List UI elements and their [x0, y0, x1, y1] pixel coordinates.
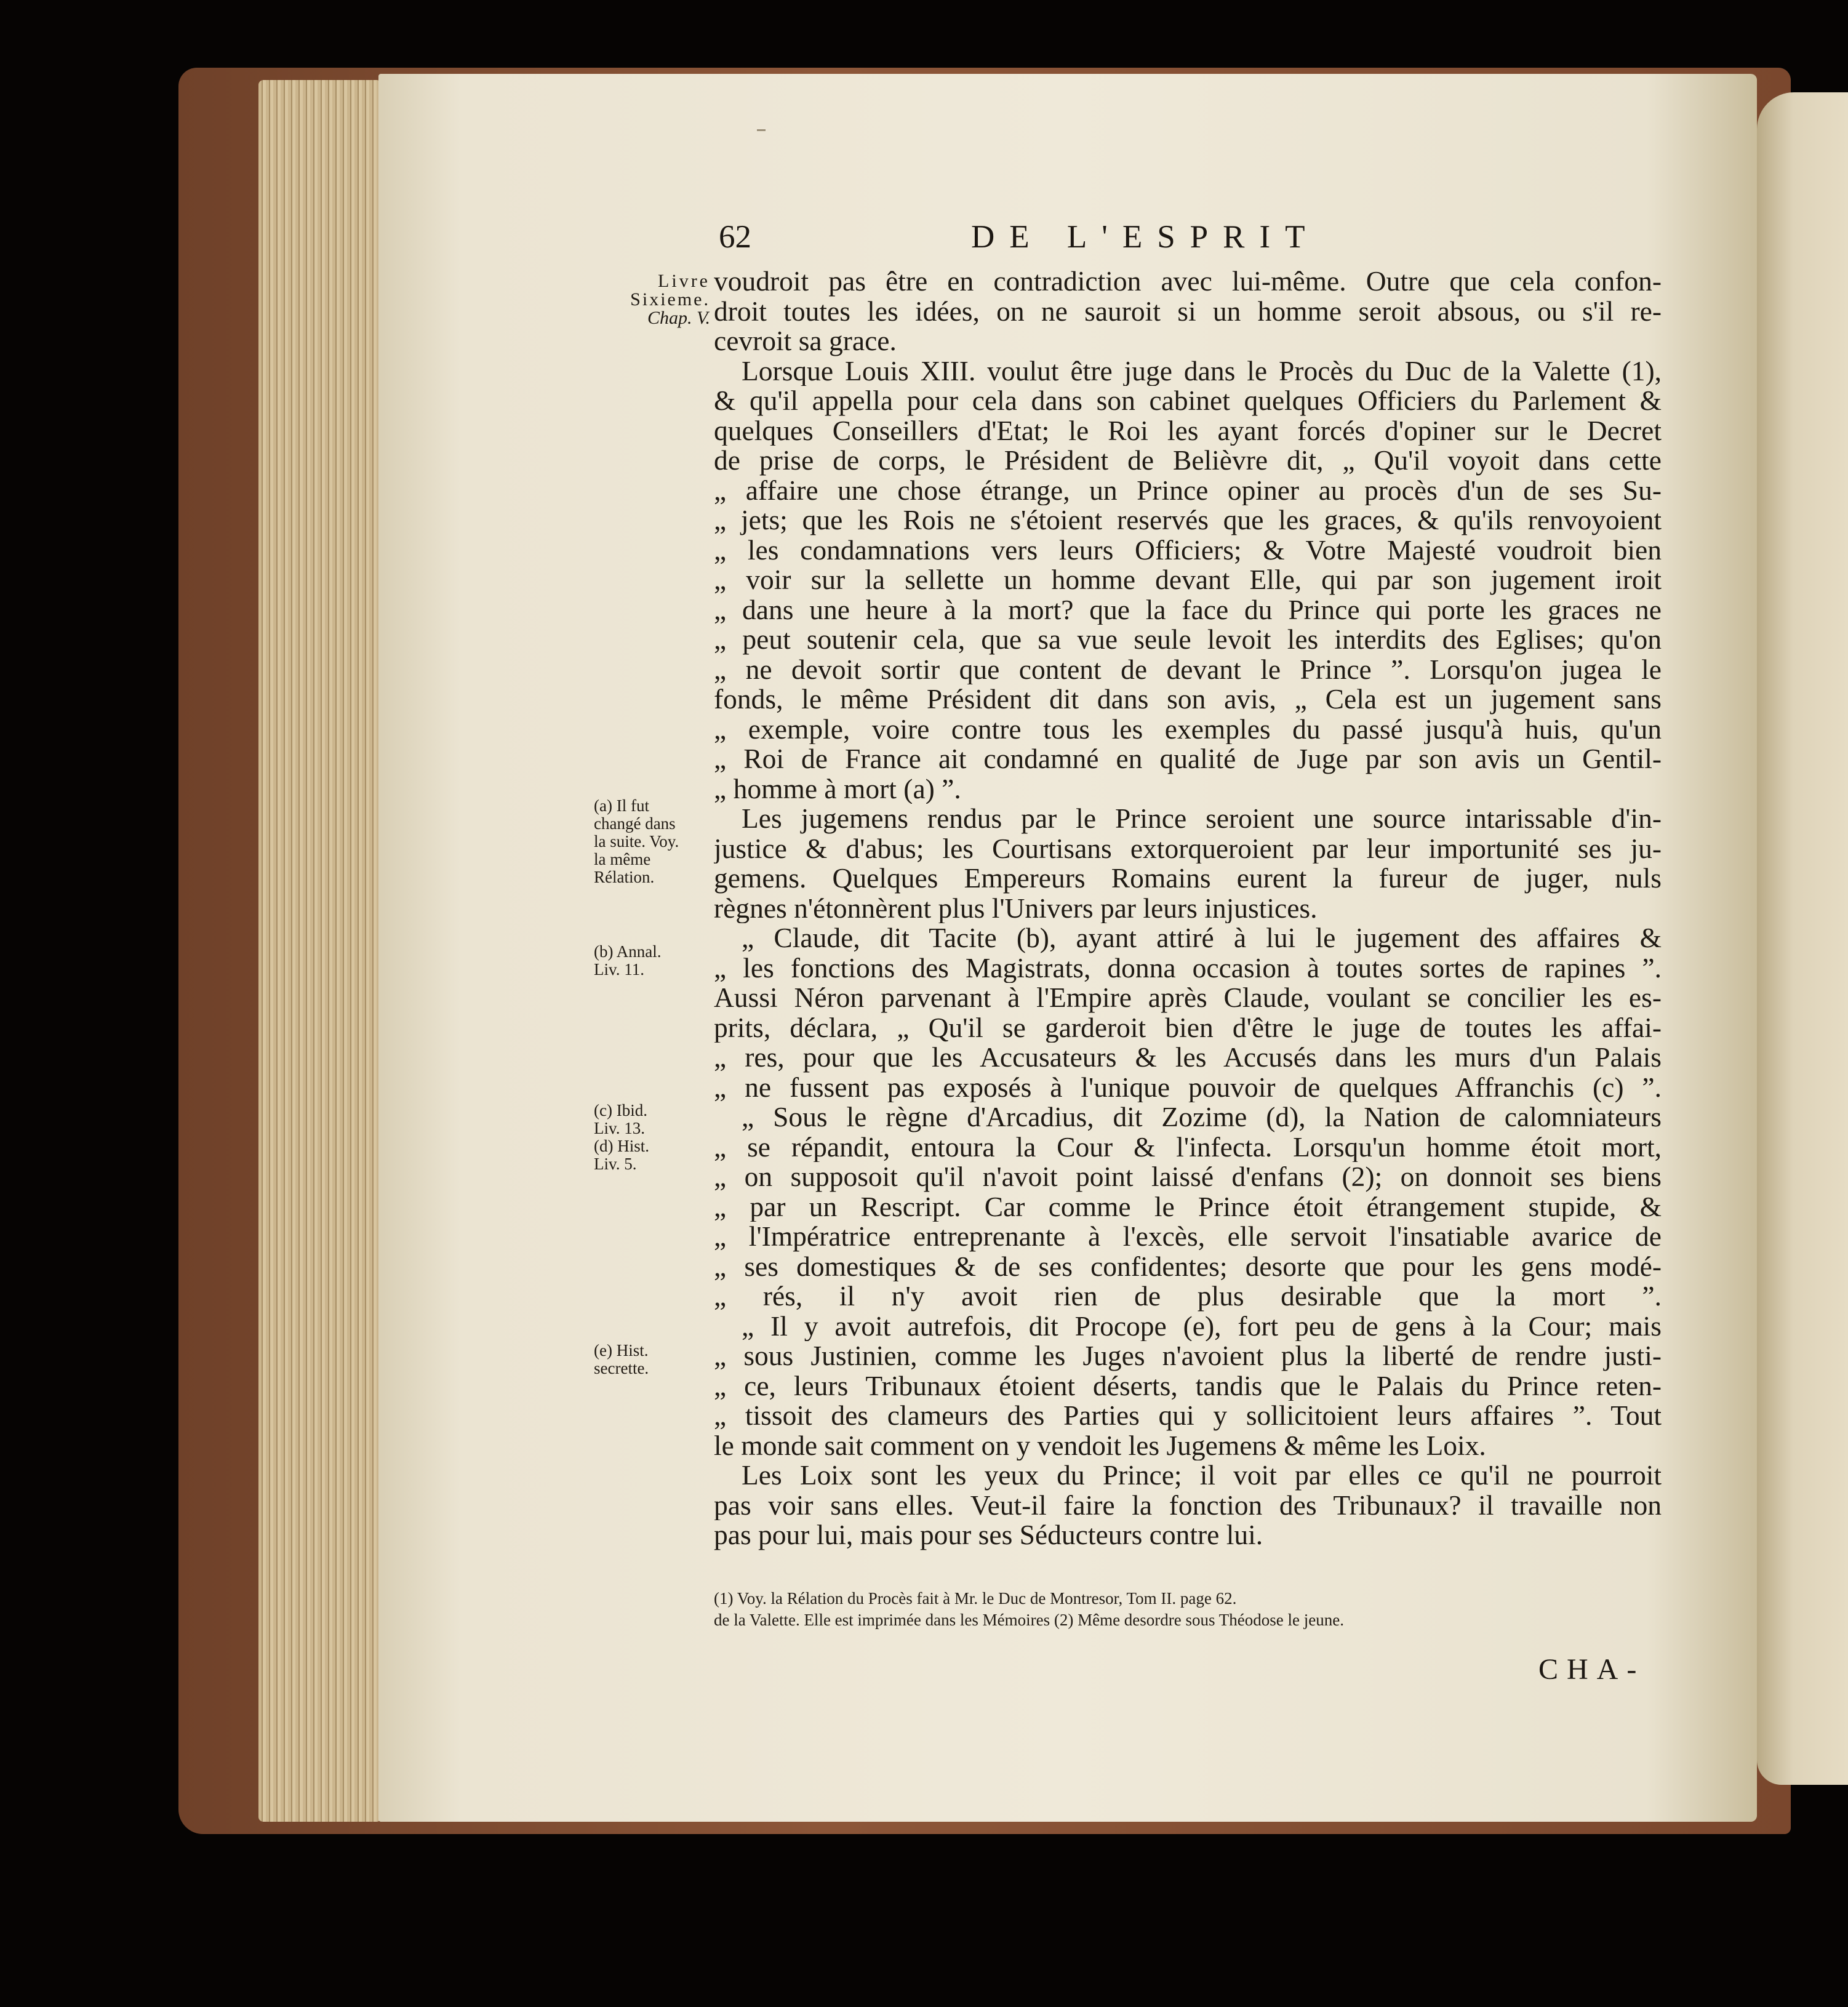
body-line: pas pour lui, mais pour ses Séducteurs contre lui.: [714, 1520, 1263, 1550]
margin-heading-number: Sixieme.: [630, 289, 710, 310]
body-line: „ homme à mort (a) ”.: [714, 774, 961, 804]
body-line: pas voir sans elles. Veut-il faire la fonction des Tribunaux? il travaille non: [714, 1490, 1662, 1520]
body-line: le monde sait comment on y vendoit les Jugemens & même les Loix.: [714, 1430, 1486, 1460]
body-line: Les Loix sont les yeux du Prince; il voit par elles ce qu'il ne pourroit: [742, 1460, 1662, 1491]
footnote-line: de la Valette. Elle est imprimée dans les Mémoires (2) Même desordre sous Théodose le jeune.: [714, 1611, 1344, 1629]
body-line: „ peut soutenir cela, que sa vue seule levoit les interdits des Eglises; qu'on: [714, 625, 1662, 655]
body-line: „ exemple, voire contre tous les exemples du passé jusqu'à huis, qu'un: [714, 714, 1662, 744]
body-line: fonds, le même Président dit dans son avis, „ Cela est un jugement sans: [714, 684, 1662, 715]
body-line: „ les condamnations vers leurs Officiers; & Votre Majesté voudroit bien: [714, 535, 1662, 565]
body-line: Aussi Néron parvenant à l'Empire après Claude, voulant se concilier les es-: [714, 983, 1662, 1013]
body-line: „ Sous le règne d'Arcadius, dit Zozime (d), la Nation de calomniateurs: [742, 1102, 1662, 1132]
facing-page-edge: [1757, 92, 1848, 1785]
page-edges: [258, 80, 382, 1822]
margin-note-line: (c) Ibid.: [594, 1101, 647, 1120]
body-line: règnes n'étonnèrent plus l'Univers par leurs injustices.: [714, 893, 1318, 923]
footnote-line: (1) Voy. la Rélation du Procès fait à Mr. le Duc de Montresor, Tom II. page 62.: [714, 1589, 1237, 1608]
body-line: „ res, pour que les Accusateurs & les Accusés dans les murs d'un Palais: [714, 1043, 1662, 1073]
page-number: 62: [719, 219, 751, 255]
body-line: prits, déclara, „ Qu'il se garderoit bien d'être le juge de toutes les affai-: [714, 1012, 1662, 1043]
body-line: „ ses domestiques & de ses confidentes; desorte que pour les gens modé-: [714, 1251, 1662, 1281]
body-line: „ les fonctions des Magistrats, donna occasion à toutes sortes de rapines ”.: [714, 953, 1662, 983]
body-line: & qu'il appella pour cela dans son cabinet quelques Officiers du Parlement &: [714, 386, 1662, 416]
margin-note-b: [594, 943, 711, 979]
body-line: „ tissoit des clameurs des Parties qui y sollicitoient leurs affaires ”. Tout: [714, 1401, 1662, 1431]
body-line: cevroit sa grace.: [714, 326, 897, 356]
body-line: „ ce, leurs Tribunaux étoient déserts, tandis que le Palais du Prince reten-: [714, 1371, 1662, 1401]
margin-note-line: Rélation.: [594, 868, 655, 886]
margin-note-a: [594, 797, 711, 886]
body-line: „ Il y avoit autrefois, dit Procope (e), fort peu de gens à la Cour; mais: [742, 1311, 1662, 1341]
body-line: „ Roi de France ait condamné en qualité de Juge par son avis un Gentil-: [714, 744, 1662, 774]
margin-note-line: Liv. 5.: [594, 1155, 637, 1173]
page-header: [719, 218, 1636, 263]
body-line: „ Claude, dit Tacite (b), ayant attiré à lui le jugement des affaires &: [742, 923, 1662, 953]
margin-note-line: Liv. 11.: [594, 960, 644, 979]
margin-note-c-d: [594, 1102, 711, 1173]
body-line: „ se répandit, entoura la Cour & l'infecta. Lorsqu'un homme étoit mort,: [714, 1132, 1662, 1162]
body-line: „ dans une heure à la mort? que la face du Prince qui porte les graces ne: [714, 595, 1662, 625]
body-line: „ ne fussent pas exposés à l'unique pouvoir de quelques Affranchis (c) ”.: [714, 1072, 1662, 1102]
body-text: [714, 266, 1662, 1550]
footnotes: [714, 1588, 1637, 1631]
margin-heading-chapter: Chap. V.: [647, 308, 710, 328]
body-line: „ voir sur la sellette un homme devant Elle, qui par son jugement iroit: [714, 565, 1662, 595]
margin-note-line: secrette.: [594, 1359, 649, 1377]
margin-note-line: (b) Annal.: [594, 942, 662, 961]
margin-note-line: (a) Il fut: [594, 796, 649, 815]
margin-note-line: Liv. 13.: [594, 1119, 645, 1137]
margin-note-line: changé dans: [594, 814, 676, 833]
body-line: droit toutes les idées, on ne sauroit si un homme seroit absous, ou s'il re-: [714, 296, 1662, 326]
body-line: justice & d'abus; les Courtisans extorqueroient par leur importunité ses ju-: [714, 833, 1662, 863]
margin-note-line: la suite. Voy.: [594, 832, 679, 851]
margin-note-line: (e) Hist.: [594, 1341, 649, 1360]
margin-note-line: la même: [594, 850, 651, 868]
body-line: „ l'Impératrice entreprenante à l'excès, elle servoit l'insatiable avarice de: [714, 1222, 1662, 1252]
body-line: gemens. Quelques Empereurs Romains eurent la fureur de juger, nuls: [714, 863, 1662, 894]
body-line: „ jets; que les Rois ne s'étoient reservés que les graces, & qu'ils renvoyoient: [714, 505, 1662, 535]
body-line: Les jugemens rendus par le Prince seroient une source intarissable d'in-: [742, 804, 1662, 834]
catchword: CHA-: [1538, 1653, 1646, 1686]
body-line: „ rés, il n'y avoit rien de plus desirable que la mort ”.: [714, 1281, 1662, 1312]
body-line: quelques Conseillers d'Etat; le Roi les ayant forcés d'opiner sur le Decret: [714, 415, 1662, 446]
margin-heading: [590, 272, 710, 327]
running-title: DE L'ESPRIT: [971, 219, 1320, 255]
body-line: de prise de corps, le Président de Belièvre dit, „ Qu'il voyoit dans cette: [714, 446, 1662, 476]
body-line: „ par un Rescript. Car comme le Prince étoit étrangement stupide, &: [714, 1192, 1662, 1222]
margin-note-e: [594, 1342, 711, 1377]
body-line: „ sous Justinien, comme les Juges n'avoient plus la liberté de rendre justi-: [714, 1341, 1662, 1371]
page-mark: [757, 129, 766, 131]
body-line: Lorsque Louis XIII. voulut être juge dans le Procès du Duc de la Valette (1),: [742, 356, 1662, 386]
body-line: „ ne devoit sortir que content de devant le Prince ”. Lorsqu'on jugea le: [714, 654, 1662, 684]
body-line: „ affaire une chose étrange, un Prince opiner au procès d'un de ses Su-: [714, 475, 1662, 505]
margin-note-line: (d) Hist.: [594, 1137, 649, 1155]
body-line: voudroit pas être en contradiction avec lui-même. Outre que cela confon-: [714, 266, 1662, 297]
margin-heading-book: Livre: [658, 271, 710, 291]
body-line: „ on supposoit qu'il n'avoit point laissé d'enfans (2); on donnoit ses biens: [714, 1162, 1662, 1192]
